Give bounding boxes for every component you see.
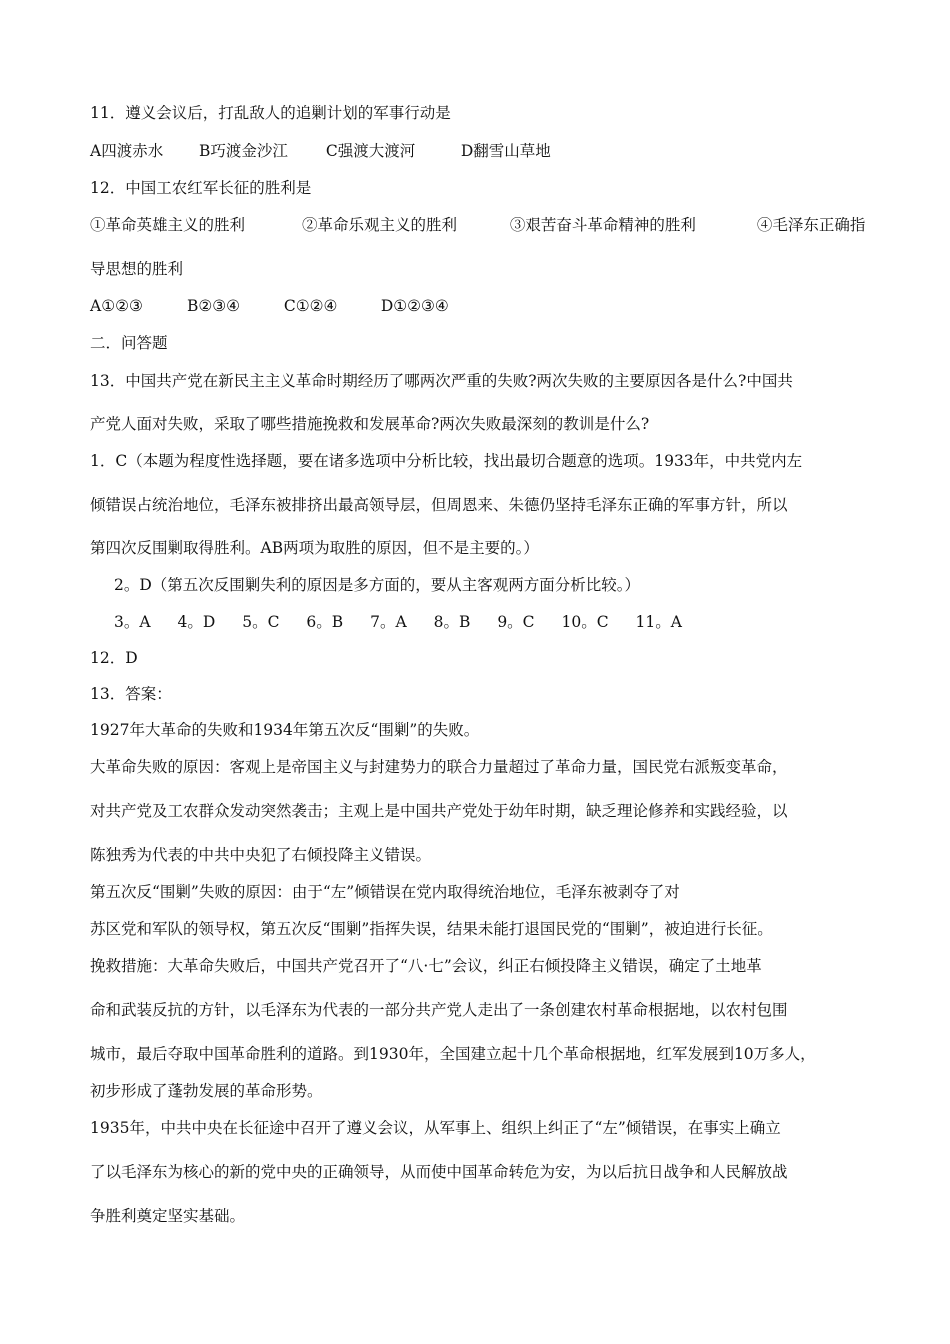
section-heading: 二．问答题 — [90, 334, 168, 352]
answer-12: 12．D — [90, 649, 138, 667]
answer-13-p4-line-4: 初步形成了蓬勃发展的革命形势。 — [90, 1082, 323, 1100]
q12-item-3: ③艰苦奋斗革命精神的胜利 — [509, 216, 696, 234]
answer-13-p3-line-2: 苏区党和军队的领导权，第五次反“围剿”指挥失误，结果未能打退国民党的“围剿”，被迫进行长征。 — [90, 920, 773, 938]
q11-stem: 11．遵义会议后，打乱敌人的追剿计划的军事行动是 — [90, 104, 451, 122]
answer-13-p4-line-2: 命和武装反抗的方针，以毛泽东为代表的一部分共产党人走出了一条创建农村革命根据地，以农村包围 — [90, 1001, 788, 1019]
answer-13-p4-line-3: 城市，最后夺取中国革命胜利的道路。到1930年，全国建立起十几个革命根据地，红军发展到10万多人， — [90, 1045, 816, 1063]
answer-13-p5-line-1: 1935年，中共中央在长征途中召开了遵义会议，从军事上、组织上纠正了“左”倾错误，在事实上确立 — [90, 1119, 781, 1137]
q12-item-2: ②革命乐观主义的胜利 — [301, 216, 457, 234]
answer-13-p2-line-1: 大革命失败的原因：客观上是帝国主义与封建势力的联合力量超过了革命力量，国民党右派叛变革命， — [90, 758, 788, 776]
answer-13-p4-line-1: 挽救措施：大革命失败后，中国共产党召开了“八·七”会议，纠正右倾投降主义错误，确定了土地革 — [90, 957, 762, 975]
answer-4: 4。D — [177, 613, 216, 631]
answer-2: 2。D（第五次反围剿失利的原因是多方面的，要从主客观两方面分析比较。） — [114, 576, 641, 594]
answer-13-p5-line-2: 了以毛泽东为核心的新的党中央的正确领导，从而使中国革命转危为安，为以后抗日战争和人民解放战 — [90, 1163, 788, 1181]
q11-options — [90, 140, 870, 162]
answer-9: 9。C — [497, 613, 535, 631]
q11-option-c: C强渡大渡河 — [325, 142, 416, 160]
answer-1-line-3: 第四次反围剿取得胜利。AB两项为取胜的原因，但不是主要的。） — [90, 539, 539, 557]
q11-option-a: A四渡赤水 — [90, 142, 164, 160]
answers-row — [114, 611, 870, 633]
q12-option-a: A①②③ — [90, 297, 143, 315]
answer-10: 10。C — [561, 613, 609, 631]
answer-13-p3-line-1: 第五次反“围剿”失败的原因：由于“左”倾错误在党内取得统治地位，毛泽东被剥夺了对 — [90, 883, 680, 901]
answer-1-line-1: 1．C（本题为程度性选择题，要在诸多选项中分析比较，找出最切合题意的选项。1933年，中共党内左 — [90, 452, 803, 470]
answer-13-heading: 13．答案： — [90, 685, 172, 703]
answer-8: 8。B — [433, 613, 471, 631]
q13-line-1: 13．中国共产党在新民主主义革命时期经历了哪两次严重的失败?两次失败的主要原因各是什么?中国共 — [90, 372, 793, 390]
q12-option-c: C①②④ — [283, 297, 338, 315]
q12-option-b: B②③④ — [186, 297, 241, 315]
q12-options — [90, 295, 870, 317]
answer-7: 7。A — [370, 613, 407, 631]
q12-items-cont: 导思想的胜利 — [90, 260, 184, 278]
q12-stem: 12．中国工农红军长征的胜利是 — [90, 179, 312, 197]
answer-13-p2-line-3: 陈独秀为代表的中共中央犯了右倾投降主义错误。 — [90, 846, 432, 864]
q12-option-d: D①②③④ — [380, 297, 449, 315]
q12-item-4: ④毛泽东正确指 — [756, 216, 866, 234]
answer-13-p2-line-2: 对共产党及工农群众发动突然袭击；主观上是中国共产党处于幼年时期，缺乏理论修养和实践经验，以 — [90, 802, 788, 820]
answer-6: 6。B — [306, 613, 344, 631]
q13-line-2: 产党人面对失败，采取了哪些措施挽救和发展革命?两次失败最深刻的教训是什么? — [90, 415, 650, 433]
q11-option-d: D翻雪山草地 — [460, 142, 551, 160]
q11-option-b: B巧渡金沙江 — [198, 142, 288, 160]
answer-1-line-2: 倾错误占统治地位，毛泽东被排挤出最高领导层，但周恩来、朱德仍坚持毛泽东正确的军事方针，所以 — [90, 496, 788, 514]
answer-5: 5。C — [242, 613, 280, 631]
answer-13-p5-line-3: 争胜利奠定坚实基础。 — [90, 1207, 246, 1225]
answer-11: 11。A — [635, 613, 682, 631]
answer-3: 3。A — [114, 613, 151, 631]
answer-13-p1: 1927年大革命的失败和1934年第五次反“围剿”的失败。 — [90, 721, 480, 739]
q12-item-1: ①革命英雄主义的胜利 — [90, 216, 246, 234]
q12-items — [90, 214, 870, 236]
